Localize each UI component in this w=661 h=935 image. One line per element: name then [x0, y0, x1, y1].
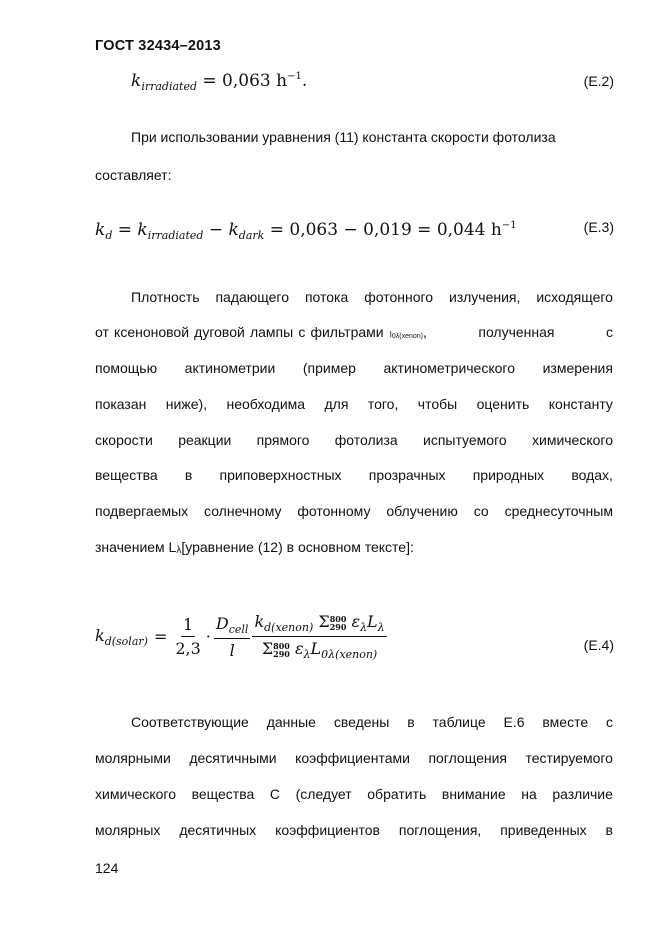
word: химического [95, 786, 176, 802]
word: вещества [95, 467, 158, 483]
word: десятичных [179, 822, 257, 838]
word: Соответствующие [131, 714, 249, 730]
word: оценить [476, 396, 530, 412]
word: внимание [441, 786, 506, 802]
word: таблице [432, 714, 486, 730]
word: , [423, 324, 427, 340]
word: различие [552, 786, 613, 802]
word: излучения, [449, 289, 521, 305]
word: поглощения [428, 750, 507, 766]
para2-line8: значением Lλ[уравнение (12) в основном тексте]: [95, 539, 414, 556]
word: вещества [191, 786, 255, 802]
para3-line1 [131, 713, 613, 731]
para3-line3 [95, 785, 613, 803]
word: полученная [478, 324, 555, 340]
word: для [324, 396, 349, 412]
word: в [407, 714, 415, 730]
word: облучению [386, 503, 458, 519]
word: водах, [571, 467, 613, 483]
word: константу [548, 396, 613, 412]
equation-e2-number: (E.2) [583, 73, 614, 89]
para2-line2-part-b [423, 323, 613, 341]
word: фотонному [297, 503, 371, 519]
word: измерения [542, 360, 613, 376]
word: десятичными [189, 750, 277, 766]
word: поглощения, [398, 822, 482, 838]
word: данные [266, 714, 316, 730]
word: приповерхностных [219, 467, 342, 483]
equation-e4: $k_{d(solar)}$ = $\frac{1}{2,3}$ · $\frac{D_{cell}}{l}$ $k_{d(xenon)}$ Σ 800 290 $\varepsilon_\lambda L_\lambda$ Σ 800 290 $\varepsilon_\lambda L_{0\lambda(xenon)}$ [95, 612, 385, 661]
word: фильтрами [310, 324, 384, 340]
word: скорости [95, 432, 153, 448]
word: показан [95, 396, 147, 412]
word: реакции [178, 432, 232, 448]
word: приведенных [500, 822, 587, 838]
word: фотонного [364, 289, 434, 305]
word: прозрачных [368, 467, 446, 483]
equation-e4-number: (E.4) [583, 637, 614, 653]
word: ксеноновой [114, 324, 190, 340]
word: с [298, 324, 306, 340]
para3-line2 [95, 749, 613, 767]
page-number: 124 [95, 860, 119, 876]
word: ниже), [165, 396, 208, 412]
word: Плотность [131, 289, 200, 305]
word: в [184, 467, 193, 483]
document-header: ГОСТ 32434–2013 [95, 38, 221, 54]
word: E.6 [503, 714, 525, 730]
word: (следует [295, 786, 352, 802]
word: среднесуточным [504, 503, 613, 519]
e4-fraction-1: $\frac{1}{2,3}$ [175, 615, 201, 658]
word: молярными [95, 750, 171, 766]
word: падающего [215, 289, 290, 305]
word: необходима [226, 396, 306, 412]
word: потока [304, 289, 349, 305]
word: того, [367, 396, 399, 412]
e4-lhs: $k_{d(solar)}$ [95, 625, 148, 648]
word: подвергаемых [95, 503, 189, 519]
word: химического [532, 432, 613, 448]
para2-line2 [95, 323, 613, 341]
word: коэффициентов [275, 822, 380, 838]
word: со [473, 503, 489, 519]
para2-line4 [95, 395, 613, 413]
word: (пример [302, 360, 356, 376]
para2-line7 [95, 502, 613, 520]
para2-line6 [95, 466, 613, 484]
word: природных [472, 467, 545, 483]
word: лампы [249, 324, 294, 340]
irradiance-symbol: I0λ(xenon) [389, 330, 423, 340]
word: коэффициентами [295, 750, 410, 766]
word: актинометрии [184, 360, 276, 376]
para2-line2-part-a [95, 323, 384, 341]
word: исходящего [536, 289, 613, 305]
word: помощью [95, 360, 158, 376]
para1-line2: составляет: [95, 167, 172, 183]
word: актинометрического [383, 360, 516, 376]
word: в [605, 822, 613, 838]
para2-line1 [131, 288, 613, 306]
para3-line4 [95, 821, 613, 839]
word: молярных [95, 822, 161, 838]
e4-fraction-2: $\frac{D_{cell}}{l}$ [215, 613, 249, 660]
e4-fraction-3: $k_{d(xenon)}$ Σ 800 290 $\varepsilon_\lambda L_\lambda$ Σ 800 290 $\varepsilon_\lambda L_{0\lambda(xenon)}$ [254, 612, 385, 661]
word: прямого [256, 432, 310, 448]
word: обратить [367, 786, 427, 802]
para2-line3 [95, 359, 613, 377]
word: от [95, 324, 109, 340]
word: на [521, 786, 537, 802]
word: с [606, 714, 613, 730]
para2-line5 [95, 431, 613, 449]
word: чтобы [417, 396, 458, 412]
word: фотолиза [334, 432, 398, 448]
word: испытуемого [423, 432, 507, 448]
word: солнечному [204, 503, 282, 519]
word: тестируемого [525, 750, 613, 766]
word: вместе [542, 714, 589, 730]
equation-e3: $k_d = k_{irradiated} - k_{dark} = 0,063 - 0,019 = 0,044$ $h^{-1}$ [95, 220, 517, 242]
para1-line1: При использовании уравнения (11) константа скорости фотолиза [131, 129, 556, 145]
word: C [269, 786, 281, 802]
equation-e3-number: (E.3) [583, 219, 614, 235]
word: с [606, 324, 613, 340]
word: дуговой [194, 324, 245, 340]
word: сведены [333, 714, 390, 730]
equation-e2: $k_{irradiated} = 0,063$ $h^{-1}$. [131, 71, 308, 93]
